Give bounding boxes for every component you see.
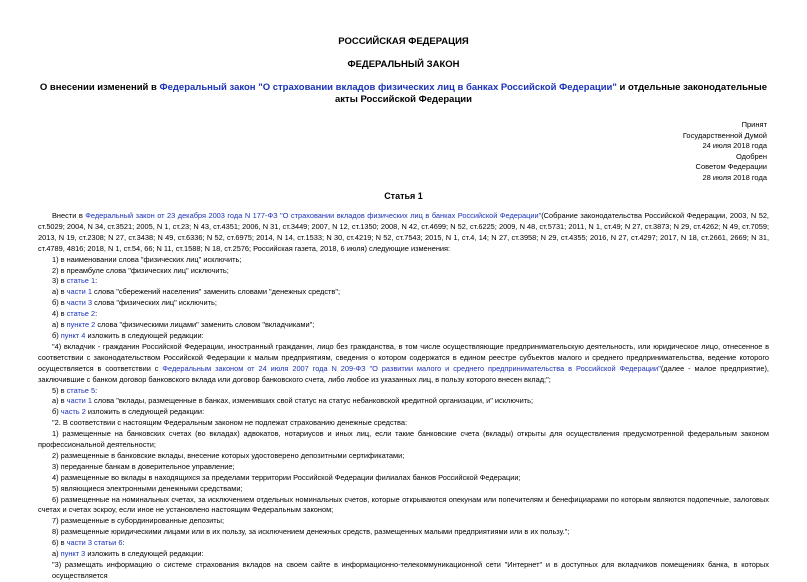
paragraph: 5) являющиеся электронными денежными средствами;	[52, 483, 243, 493]
paragraph: "3) размещать информацию о системе страхования вкладов на своем сайте в информационно-телекоммуникационной сети "Интернет" и в доступных для вкладчиков помещениях банка, в которых осуществляется	[52, 560, 769, 580]
text: б)	[52, 330, 61, 340]
paragraph: "2. В соответствии с настоящим Федеральным законом не подлежат страхованию денежные средства:	[52, 418, 408, 428]
text: слова "физических лиц" исключить;	[92, 298, 217, 308]
acceptance-block	[38, 120, 769, 183]
part-link[interactable]: часть 2	[60, 407, 86, 417]
country-heading: РОССИЙСКАЯ ФЕДЕРАЦИЯ	[338, 36, 469, 47]
paragraph: 7) размещенные в субординированные депозиты;	[52, 516, 225, 526]
paragraph	[38, 211, 769, 255]
paragraph: 2) размещенные в банковские вклады, внесение которых удостоверено депозитными сертификатами;	[52, 450, 405, 460]
text: слова "физическими лицами" заменить словом "вкладчиками";	[95, 320, 315, 330]
text: :	[122, 538, 125, 548]
paragraph	[38, 342, 769, 386]
text: (далее - малое предприятие), заключившие с банком договор банковского вклада или договор банковского счета, либо любое из указанных лиц, в пользу которого внесен вклад;";	[38, 363, 769, 384]
article-link[interactable]: статье 2	[66, 309, 96, 319]
clause-link[interactable]: пункт 3	[60, 549, 86, 559]
text: Внести в	[52, 211, 86, 220]
text: 4) в	[52, 309, 67, 319]
paragraph	[38, 309, 769, 320]
clause-link[interactable]: пункте 2	[66, 320, 96, 330]
paragraph	[38, 538, 769, 549]
paragraph: 4) размещенные во вклады в находящихся за пределами территории Российской Федерации филиалах банков Российской Федерации;	[52, 472, 521, 482]
paragraph: 8) размещенные юридическими лицами или в их пользу, за исключением денежных средств, размещенных малыми предприятиями или в их пользу.";	[52, 527, 570, 537]
article-link[interactable]: статье 1	[66, 276, 96, 286]
text: 5) в	[52, 385, 67, 395]
paragraph: 6) размещенные на номинальных счетах, за исключением отдельных номинальных счетов, которые открываются опекунам или попечителям и бенефициарами по которым являются подопечные, залоговых счетах и счетах эскроу, если иное не установлено настоящим Федеральным законом;	[38, 494, 769, 515]
article-link[interactable]: статье 5	[66, 385, 96, 395]
text: слова "сбережений населения" заменить словами "денежных средств";	[91, 287, 341, 297]
paragraph	[38, 549, 769, 560]
text: 3) в	[52, 276, 67, 286]
law-link[interactable]: Федеральным законом от 24 июля 2007 года N 209-ФЗ "О развитии малого и среднего предпринимательства в Российской Федерации"	[162, 363, 661, 373]
text: б)	[52, 407, 61, 417]
law-link[interactable]: Федеральный закон от 23 декабря 2003 года N 177-ФЗ "О страховании вкладов физических лиц в банках Российской Федерации"	[85, 211, 542, 220]
text: а) в	[52, 287, 67, 297]
paragraph: 1) в наименовании слова "физических лиц" исключить;	[52, 254, 242, 264]
acceptance-line: 28 июля 2018 года	[702, 172, 767, 182]
acceptance-line: Одобрен	[736, 151, 767, 161]
text: :	[95, 309, 98, 319]
part-link[interactable]: части 1	[66, 396, 92, 406]
paragraph	[38, 287, 769, 298]
text: а)	[52, 549, 61, 559]
text: :	[95, 385, 98, 395]
text: изложить в следующей редакции:	[85, 549, 204, 559]
text: :	[95, 276, 98, 286]
article-title: Статья 1	[384, 191, 423, 201]
law-type-heading: ФЕДЕРАЛЬНЫЙ ЗАКОН	[347, 59, 460, 70]
title-prefix: О внесении изменений в	[39, 82, 160, 93]
text: а) в	[52, 320, 67, 330]
part-link[interactable]: части 3	[66, 298, 93, 308]
paragraph: 2) в преамбуле слова "физических лиц" исключить;	[52, 265, 229, 275]
acceptance-line: Принят	[741, 120, 767, 129]
text: слова "вклады, размещенные в банках, изменивших свой статус на статус небанковской кредитной организации, и" исключить;	[91, 396, 534, 406]
text: изложить в следующей редакции:	[85, 330, 204, 340]
paragraph	[38, 386, 769, 397]
part-link[interactable]: части 1	[66, 287, 92, 297]
acceptance-line: Советом Федерации	[695, 162, 767, 171]
title-law-link[interactable]: Федеральный закон "О страховании вкладов физических лиц в банках Российской Федерации"	[159, 82, 617, 93]
acceptance-line: 24 июля 2018 года	[702, 141, 767, 150]
title-suffix: и отдельные законодательные акты Российской Федерации	[335, 82, 768, 105]
paragraph	[38, 331, 769, 342]
acceptance-line: Государственной Думой	[682, 130, 767, 140]
clause-link[interactable]: пункт 4	[60, 330, 86, 340]
law-title	[38, 82, 769, 106]
text: "4) вкладчик - гражданин Российской Федерации, иностранный гражданин, лицо без гражданства, в том числе осуществляющие предпринимательскую деятельность, или юридическое лицо, отнесенное в соответствии с законодательством Российской Федерации к малым предприятиям, сведения о котором содержатся в едином реестре субъектов малого и среднего предпринимательства, ведение которого осуществляется в соответствии с	[38, 341, 769, 373]
paragraph	[38, 407, 769, 418]
text: 6) в	[52, 538, 67, 548]
text: (Собрание законодательства Российской Федерации, 2003, N 52, ст.5029; 2004, N 34, ст.3521; 2005, N 1, ст.23; N 43, ст.4351; 2006, N 31, ст.3449; 2007, N 12, ст.1350; 2008, N 42, ст.4699; N 52, ст.6225; 2009, N 48, ст.5731; 2011, N 1, ст.49; N 27, ст.3873; N 29, ст.4262; N 49, ст.7059; 2013, N 19, ст.2308; N 27, ст.3438; N 49, ст.6336; N 52, ст.6975; 2014, N 14, ст.1533; N 30, ст.4219; N 52, ст.7543; 2015, N 1, ст.4, 14; N 27, ст.3958; N 29, ст.4355; 2016, N 27, ст.4297; 2017, N 18, ст.2661, 2669; N 31, ст.4789, 4816; 2018, N 1, ст.54, 66; N 11, ст.1588; N 18, ст.2576; Российская газета, 2018, 6 июля) следующие изменения:	[38, 211, 769, 253]
text: б) в	[52, 298, 67, 308]
article-body	[38, 211, 769, 582]
paragraph	[38, 396, 769, 407]
paragraph	[38, 298, 769, 309]
paragraph	[38, 276, 769, 287]
text: а) в	[52, 396, 67, 406]
paragraph: 3) переданные банкам в доверительное управление;	[52, 461, 235, 471]
text: изложить в следующей редакции:	[85, 407, 205, 417]
paragraph: 1) размещенные на банковских счетах (во вкладах) адвокатов, нотариусов и иных лиц, если такие банковские счета (вклады) открыты для осуществления предусмотренной федеральным законом профессиональной деятельности;	[38, 429, 769, 450]
article-link[interactable]: части 3 статьи 6	[66, 538, 123, 548]
paragraph	[38, 320, 769, 331]
